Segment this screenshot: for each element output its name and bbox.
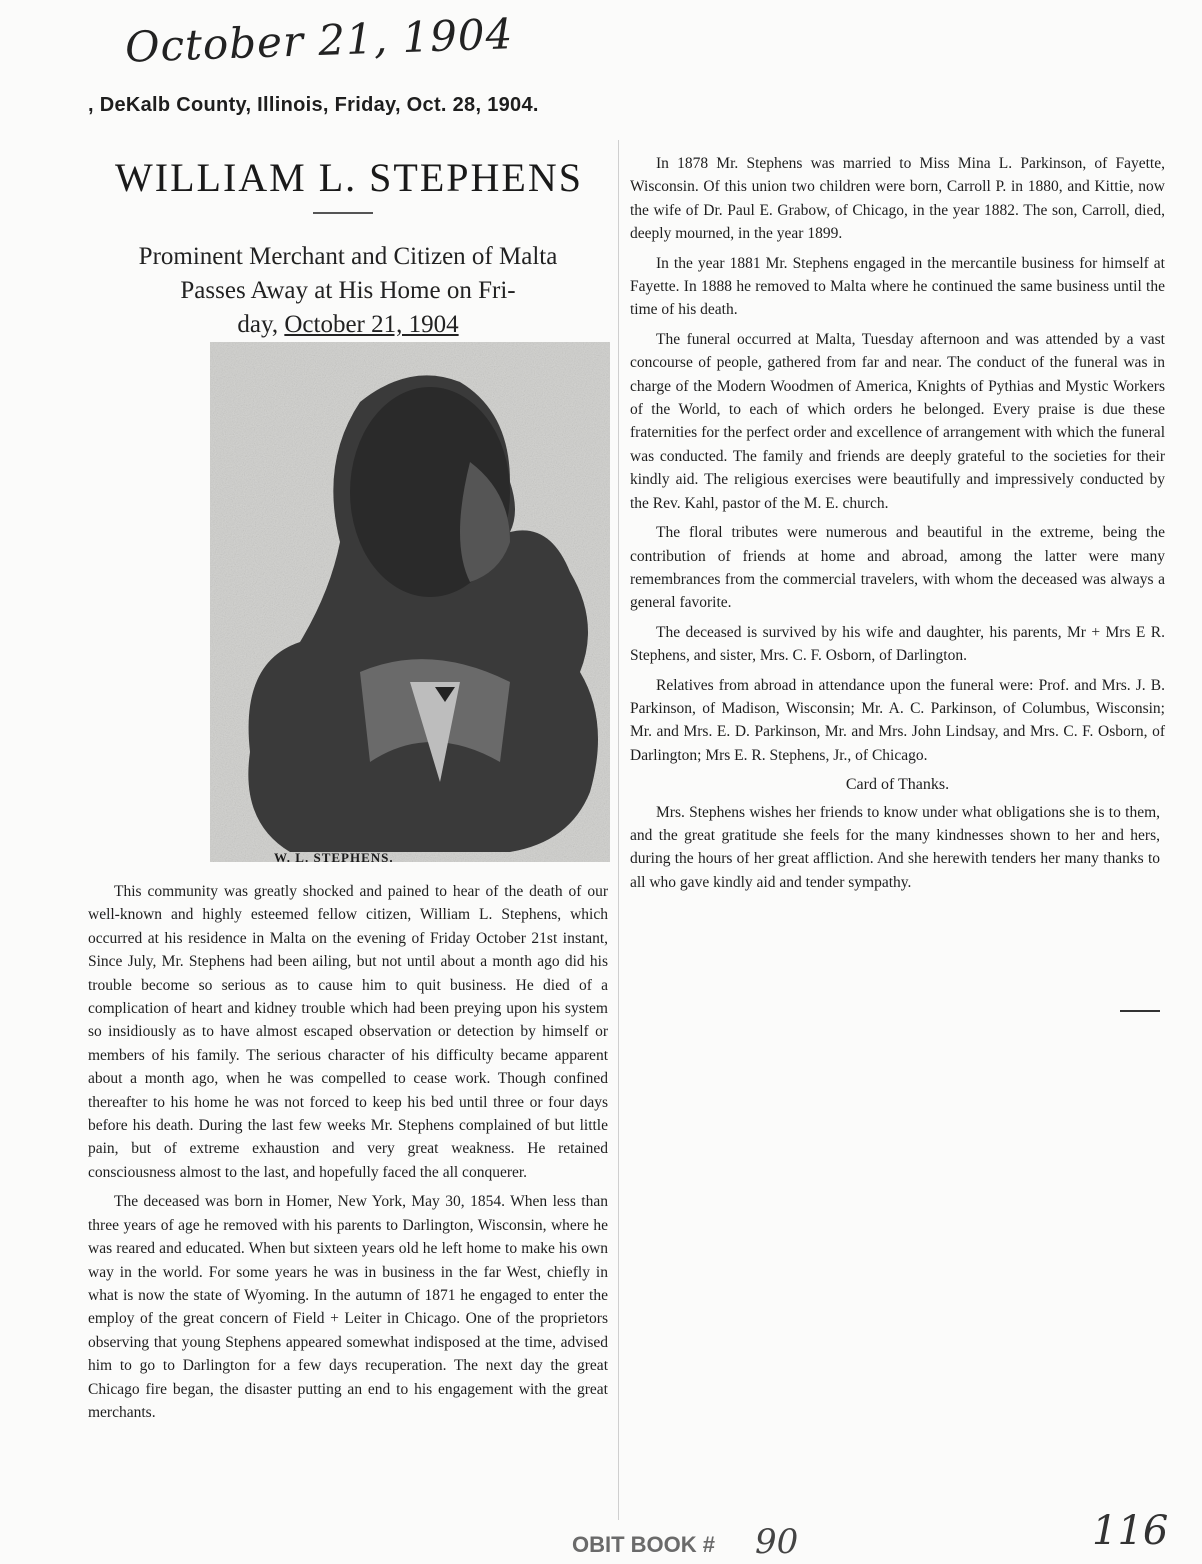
paragraph-relatives: Relatives from abroad in attendance upon the funeral were: Prof. and Mrs. J. B. Parkinson, of Madison, Wisconsin; Mr. A. C. Parkinson, of Columbus, Wisconsin; Mr. and Mrs. E. D. Parkinson, Mr. and Mrs. John Lindsay, and Mrs. C. F. Osborn, of Darlington; Mrs E. R. Stephens, Jr., of Chicago.	[630, 676, 1165, 764]
right-column	[630, 152, 1170, 900]
handwritten-date: October 21, 1904	[124, 9, 515, 72]
subheadline	[78, 240, 618, 342]
obit-book-number: 90	[755, 1522, 799, 1562]
portrait-illustration	[210, 342, 610, 862]
headline: WILLIAM L. STEPHENS	[115, 155, 583, 200]
subhead-line-2: Passes Away at His Home on Fri-	[180, 277, 516, 304]
card-of-thanks-title: Card of Thanks.	[845, 776, 950, 794]
paragraph-biography: The deceased was born in Homer, New York, May 30, 1854. When less than three years of age he removed with his parents to Darlington, Wisconsin, where he was reared and educated. When but sixteen years old he left home to make his own way in the world. For some years he was in business in the far West, chiefly in what is now the state of Wyoming. In the autumn of 1871 he engaged to enter the employ of the great concern of Field + Leiter in Chicago. One of the proprietors observing that young Stephens appeared somewhat indisposed at the time, advised him to go to Darlington for a few days recuperation. The next day the great Chicago fire began, the disaster putting an end to his engagement with the great merchants.	[88, 1193, 608, 1421]
subhead-line-3-start: day,	[237, 311, 285, 338]
obit-book-label: OBIT BOOK #	[572, 1532, 716, 1557]
left-column-text	[88, 880, 608, 1430]
left-column	[78, 140, 619, 1520]
paragraph-survivors: The deceased is survived by his wife and daughter, his parents, Mr + Mrs E R. Stephens, and sister, Mrs. C. F. Osborn, of Darlington.	[630, 623, 1165, 665]
headline-rule	[313, 212, 373, 214]
paragraph-floral-tributes: The floral tributes were numerous and beautiful in the extreme, being the contribution of friends at home and abroad, among the latter were many remembrances from the commercial travelers, with whom the deceased was always a general favorite.	[630, 524, 1165, 612]
right-column-text	[630, 152, 1165, 894]
end-mark	[1120, 1010, 1160, 1012]
subhead-line-3	[78, 308, 618, 342]
portrait-photo	[210, 342, 610, 862]
subhead-line-1: Prominent Merchant and Citizen of Malta	[138, 243, 558, 270]
portrait-caption: W. L. STEPHENS.	[274, 850, 394, 865]
page-number: 116	[1092, 1508, 1169, 1554]
paragraph-marriage: In 1878 Mr. Stephens was married to Miss Mina L. Parkinson, of Fayette, Wisconsin. Of this union two children were born, Carroll P. in 1880, and Kittie, now the wife of Dr. Paul E. Grabow, of Chicago, in the year 1882. The son, Carroll, died, deeply mourned, in the year 1899.	[630, 155, 1165, 243]
paragraph-announcement: This community was greatly shocked and pained to hear of the death of our well-known and highly esteemed fellow citizen, William L. Stephens, which occurred at his residence in Malta on the evening of Friday October 21st instant, Since July, Mr. Stephens had been ailing, but not until about a month ago did his trouble become so serious as to cause him to quit business. He died of a complication of heart and kidney trouble which had been preying upon his system so insidiously as to have almost escaped observation or detection by himself or members of his family. The serious character of his difficulty became apparent about a month ago, when he was compelled to cease work. Though confined thereafter to his home he was not forced to keep his bed until three or four days before his death. During the last few weeks Mr. Stephens complained of but little pain, but of extreme exhaustion and very great weakness. He retained consciousness almost to the last, and hopefully faced the all conquerer.	[88, 883, 608, 1181]
card-of-thanks-text: Mrs. Stephens wishes her friends to know under what obligations she is to them, and the great gratitude she feels for the many kindnesses shown to her and hers, during the hours of her great affliction. And she herewith tenders her many thanks to all who gave kindly aid and tender sympathy.	[630, 803, 1160, 891]
paragraph-business: In the year 1881 Mr. Stephens engaged in the mercantile business for himself at Fayette. In 1888 he removed to Malta where he continued the same business until the time of his death.	[630, 254, 1165, 319]
newspaper-dateline: , DeKalb County, Illinois, Friday, Oct. 28, 1904.	[88, 94, 539, 116]
subhead-date: October 21, 1904	[284, 311, 459, 338]
paragraph-funeral: The funeral occurred at Malta, Tuesday afternoon and was attended by a vast concourse of people, gathered from far and near. The conduct of the funeral was in charge of the Modern Woodmen of America, Knights of Pythias and Mystic Workers of the World, to each of which orders he belonged. Every praise is due these fraternities for the perfect order and excellence of arrangement with which the funeral was conducted. The family and friends are deeply grateful to the societies for their kindly aid. The religious exercises were beautifully and impressively conducted by the Rev. Kahl, pastor of the M. E. church.	[630, 330, 1165, 512]
